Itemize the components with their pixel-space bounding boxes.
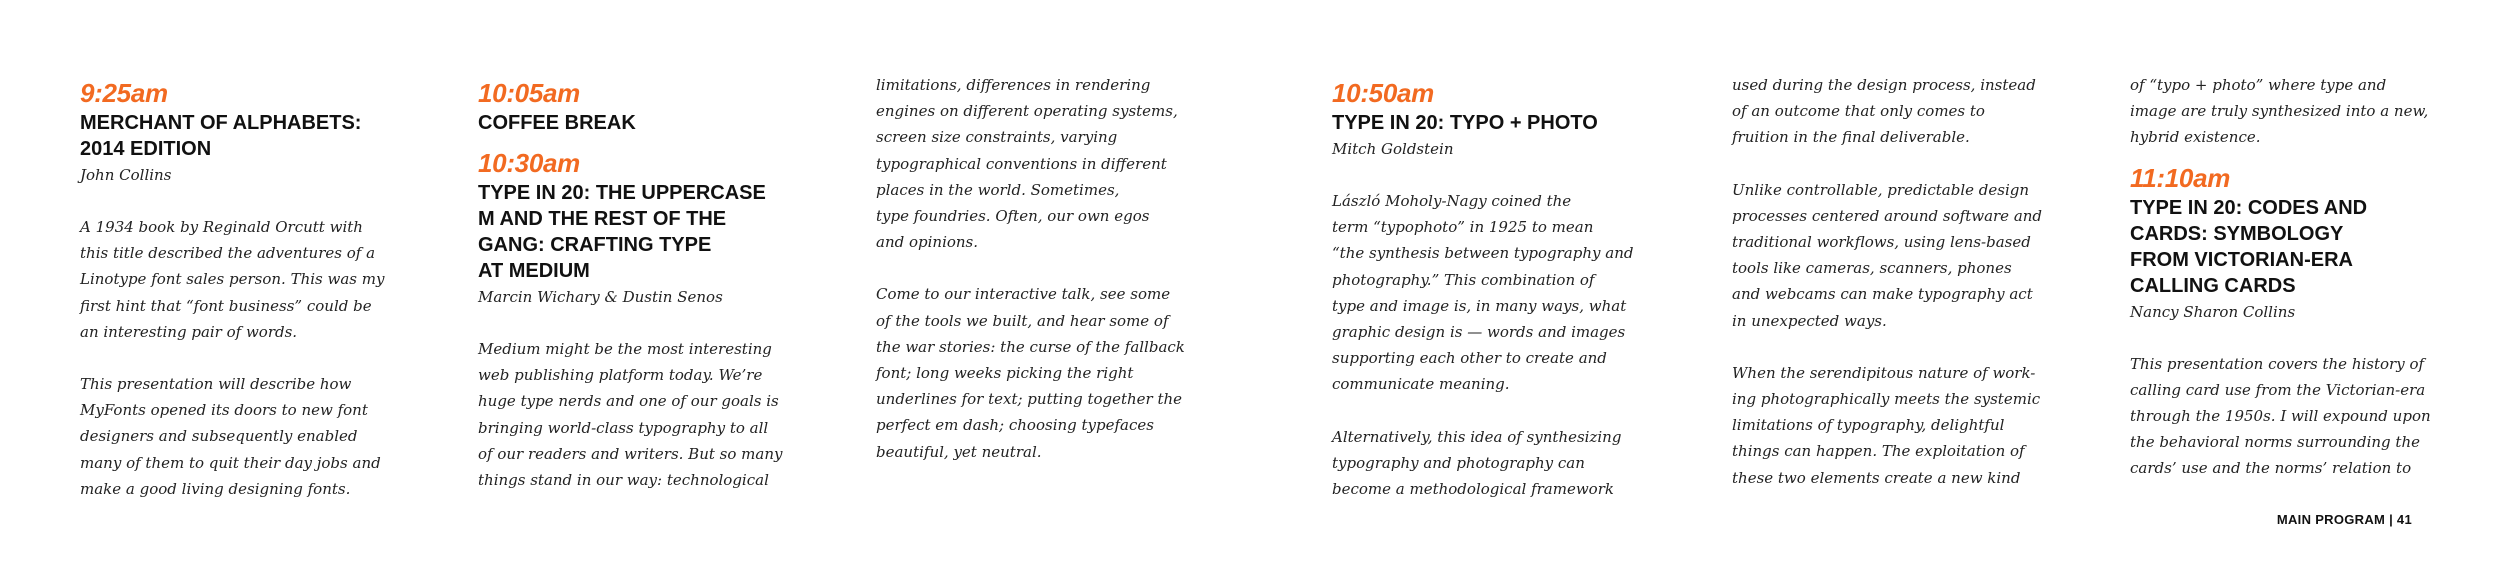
session-paragraph: This presentation covers the history of calling card use from the Victorian-era through the 1950s. I will expound upon the behavioral norms surrounding the cards’ use and the norms’ relation to <box>2130 354 2431 478</box>
session-time: 9:25am <box>80 78 168 108</box>
column-3 <box>876 72 1196 465</box>
session-paragraph: used during the design process, instead of an outcome that only comes to fruition in the final deliverable. <box>1732 76 2036 147</box>
column-1 <box>80 78 400 502</box>
session-time: 10:30am <box>478 148 580 178</box>
session-speaker: Marcin Wichary & Dustin Senos <box>478 288 723 306</box>
session-paragraph: Come to our interactive talk, see some of the tools we built, and hear some of the war stories: the curse of the fallback font; long weeks picking the right underlines for text; putting together the perfect em dash; choosing typefaces beautiful, yet neutral. <box>876 285 1185 461</box>
column-6 <box>2130 72 2450 482</box>
column-5 <box>1732 72 2052 491</box>
session-paragraph: of “typo + photo” where type and image are truly synthesized into a new, hybrid existence. <box>2130 76 2429 147</box>
session-speaker: Mitch Goldstein <box>1332 140 1454 158</box>
session-paragraph: limitations, differences in rendering engines on different operating systems, screen size constraints, varying typographical conventions in different places in the world. Sometimes, type foundries. Often, our own egos and opinions. <box>876 76 1178 252</box>
page-folio: MAIN PROGRAM | 41 <box>2276 512 2412 527</box>
session-speaker: Nancy Sharon Collins <box>2130 302 2296 321</box>
session-title: MERCHANT OF ALPHABETS: 2014 EDITION <box>80 112 362 160</box>
column-2 <box>478 78 798 493</box>
session-paragraph: Unlike controllable, predictable design processes centered around software and traditional workflows, using lens-based tools like cameras, scanners, phones and webcams can make typography act in unexpected ways. <box>1732 180 2043 330</box>
session-paragraph: When the serendipitous nature of work- ing photographically meets the systemic limitations of typography, delightful things can happen. The exploitation of these two elements create a new kind <box>1732 363 2041 487</box>
session-time: 10:50am <box>1332 78 1434 108</box>
session-speaker: John Collins <box>80 166 172 184</box>
session-title: TYPE IN 20: THE UPPERCASE M AND THE REST OF THE GANG: CRAFTING TYPE AT MEDIUM <box>478 182 766 282</box>
session-paragraph: A 1934 book by Reginald Orcutt with this title described the adventures of a Linotype font sales person. This was my first hint that “font business” could be an interesting pair of words. <box>80 218 385 341</box>
column-4 <box>1332 78 1652 502</box>
session-paragraph: László Moholy-Nagy coined the term “typophoto” in 1925 to mean “the synthesis between typography and photography.” This combination of type and image is, in many ways, what graphic design is — words and images supporting each other to create and communicate meaning. <box>1332 192 1634 394</box>
session-title: TYPE IN 20: TYPO + PHOTO <box>1332 112 1598 134</box>
session-time: 11:10am <box>2130 162 2231 193</box>
session-paragraph: This presentation will describe how MyFonts opened its doors to new font designers and subsequently enabled many of them to quit their day jobs and make a good living designing fonts. <box>80 375 381 498</box>
session-title: TYPE IN 20: CODES AND CARDS: SYMBOLOGY FROM VICTORIAN-ERA CALLING CARDS <box>2130 196 2368 297</box>
session-time: 10:05am <box>478 78 580 108</box>
session-paragraph: Medium might be the most interesting web publishing platform today. We’re huge type nerds and one of our goals is bringing world-class typography to all of our readers and writers. But so many things stand in our way: technological <box>478 340 783 490</box>
session-paragraph: Alternatively, this idea of synthesizing typography and photography can become a methodological framework <box>1332 427 1622 499</box>
session-title: COFFEE BREAK <box>478 112 636 134</box>
